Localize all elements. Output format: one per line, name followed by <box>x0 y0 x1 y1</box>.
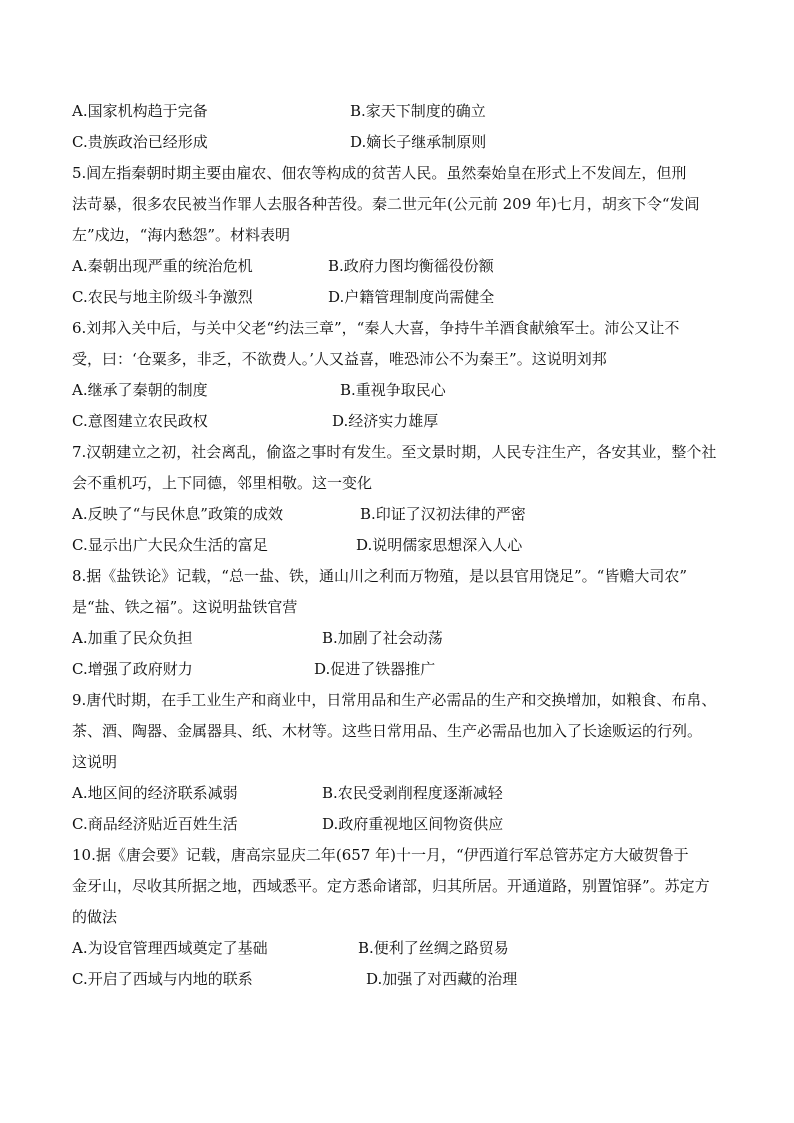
q7-stem-line-1: 7.汉朝建立之初，社会离乱，偷盗之事时有发生。至文景时期，人民专注生产，各安其业，整个社 <box>72 443 717 461</box>
q5-stem-line-3: 左”戍边，“海内愁怨”。材料表明 <box>72 226 291 244</box>
q9-options-row-1 <box>72 778 742 809</box>
q7-options-row-2 <box>72 530 742 561</box>
q9-option-d[interactable]: D.政府重视地区间物资供应 <box>322 815 504 833</box>
q5-option-a[interactable]: A.秦朝出现严重的统治危机 <box>72 257 253 275</box>
q5-option-c[interactable]: C.农民与地主阶级斗争激烈 <box>72 288 253 306</box>
q4-option-d[interactable]: D.嫡长子继承制原则 <box>350 133 487 151</box>
q5-stem-line-2: 法苛暴，很多农民被当作罪人去服各种苦役。秦二世元年(公元前 209 年)七月，胡亥下令“发闾 <box>72 195 700 213</box>
q6-option-d[interactable]: D.经济实力雄厚 <box>332 412 439 430</box>
q6-options-row-2 <box>72 406 742 437</box>
q8-option-b[interactable]: B.加剧了社会动荡 <box>322 629 443 647</box>
q4-option-b[interactable]: B.家天下制度的确立 <box>350 102 486 120</box>
q9-option-c[interactable]: C.商品经济贴近百姓生活 <box>72 815 238 833</box>
q7-option-b[interactable]: B.印证了汉初法律的严密 <box>360 505 526 523</box>
question-5 <box>72 158 742 313</box>
q8-option-a[interactable]: A.加重了民众负担 <box>72 629 193 647</box>
q6-stem-line-2: 受，曰：‘仓粟多，非乏，不欲费人。’人又益喜，唯恐沛公不为秦王”。这说明刘邦 <box>72 350 607 368</box>
q9-stem-line-2: 茶、酒、陶器、金属器具、纸、木材等。这些日常用品、生产必需品也加入了长途贩运的行列。 <box>72 722 703 740</box>
q7-options-row-1 <box>72 499 742 530</box>
q5-option-d[interactable]: D.户籍管理制度尚需健全 <box>328 288 495 306</box>
q5-options-row-1 <box>72 251 742 282</box>
q7-option-d[interactable]: D.说明儒家思想深入人心 <box>356 536 523 554</box>
q8-option-c[interactable]: C.增强了政府财力 <box>72 660 193 678</box>
q10-option-a[interactable]: A.为设官管理西域奠定了基础 <box>72 939 268 957</box>
q4-option-c[interactable]: C.贵族政治已经形成 <box>72 133 208 151</box>
q8-stem-line-2: 是“盐、铁之福”。这说明盐铁官营 <box>72 598 298 616</box>
q8-options-row-2 <box>72 654 742 685</box>
question-6 <box>72 313 742 437</box>
q6-stem-line-1: 6.刘邦入关中后，与关中父老“约法三章”，“秦人大喜，争持牛羊酒食献飨军士。沛公又让不 <box>72 319 680 337</box>
question-7 <box>72 437 742 561</box>
q10-options-row-1 <box>72 933 742 964</box>
q10-option-d[interactable]: D.加强了对西藏的治理 <box>366 970 518 988</box>
q8-options-row-1 <box>72 623 742 654</box>
exam-page <box>72 96 742 995</box>
q9-options-row-2 <box>72 809 742 840</box>
q10-option-b[interactable]: B.便利了丝绸之路贸易 <box>358 939 509 957</box>
q8-option-d[interactable]: D.促进了铁器推广 <box>314 660 436 678</box>
q9-stem-line-1: 9.唐代时期，在手工业生产和商业中，日常用品和生产必需品的生产和交换增加，如粮食、布帛、 <box>72 691 717 709</box>
q5-options-row-2 <box>72 282 742 313</box>
q4-options-row-1 <box>72 96 742 127</box>
question-8 <box>72 561 742 685</box>
q10-options-row-2 <box>72 964 742 995</box>
q9-stem-line-3: 这说明 <box>72 753 118 771</box>
q7-stem-line-2: 会不重机巧，上下同德，邻里相敬。这一变化 <box>72 474 373 492</box>
q10-option-c[interactable]: C.开启了西域与内地的联系 <box>72 970 253 988</box>
q6-option-c[interactable]: C.意图建立农民政权 <box>72 412 208 430</box>
q7-option-a[interactable]: A.反映了“与民休息”政策的成效 <box>72 505 283 523</box>
q5-option-b[interactable]: B.政府力图均衡徭役份额 <box>328 257 494 275</box>
q9-option-b[interactable]: B.农民受剥削程度逐渐减轻 <box>322 784 503 802</box>
q5-stem-line-1: 5.闾左指秦朝时期主要由雇农、佃农等构成的贫苦人民。虽然秦始皇在形式上不发闾左，但刑 <box>72 164 687 182</box>
question-10 <box>72 840 742 995</box>
q4-option-a[interactable]: A.国家机构趋于完备 <box>72 102 208 120</box>
q10-stem-line-1: 10.据《唐会要》记载，唐高宗显庆二年(657 年)十一月，“伊西道行军总管苏定方大破贺鲁于 <box>72 846 689 864</box>
q6-options-row-1 <box>72 375 742 406</box>
q6-option-a[interactable]: A.继承了秦朝的制度 <box>72 381 208 399</box>
q6-option-b[interactable]: B.重视争取民心 <box>340 381 446 399</box>
q4-options-row-2 <box>72 127 742 158</box>
q10-stem-line-3: 的做法 <box>72 908 118 926</box>
question-9 <box>72 685 742 840</box>
q10-stem-line-2: 金牙山，尽收其所据之地，西域悉平。定方悉命诸部，归其所居。开通道路，别置馆驿”。苏定方 <box>72 877 710 895</box>
q7-option-c[interactable]: C.显示出广大民众生活的富足 <box>72 536 268 554</box>
q9-option-a[interactable]: A.地区间的经济联系减弱 <box>72 784 238 802</box>
q8-stem-line-1: 8.据《盐铁论》记载，“总一盐、铁，通山川之利而万物殖，是以县官用饶足”。“皆赡大司农” <box>72 567 687 585</box>
